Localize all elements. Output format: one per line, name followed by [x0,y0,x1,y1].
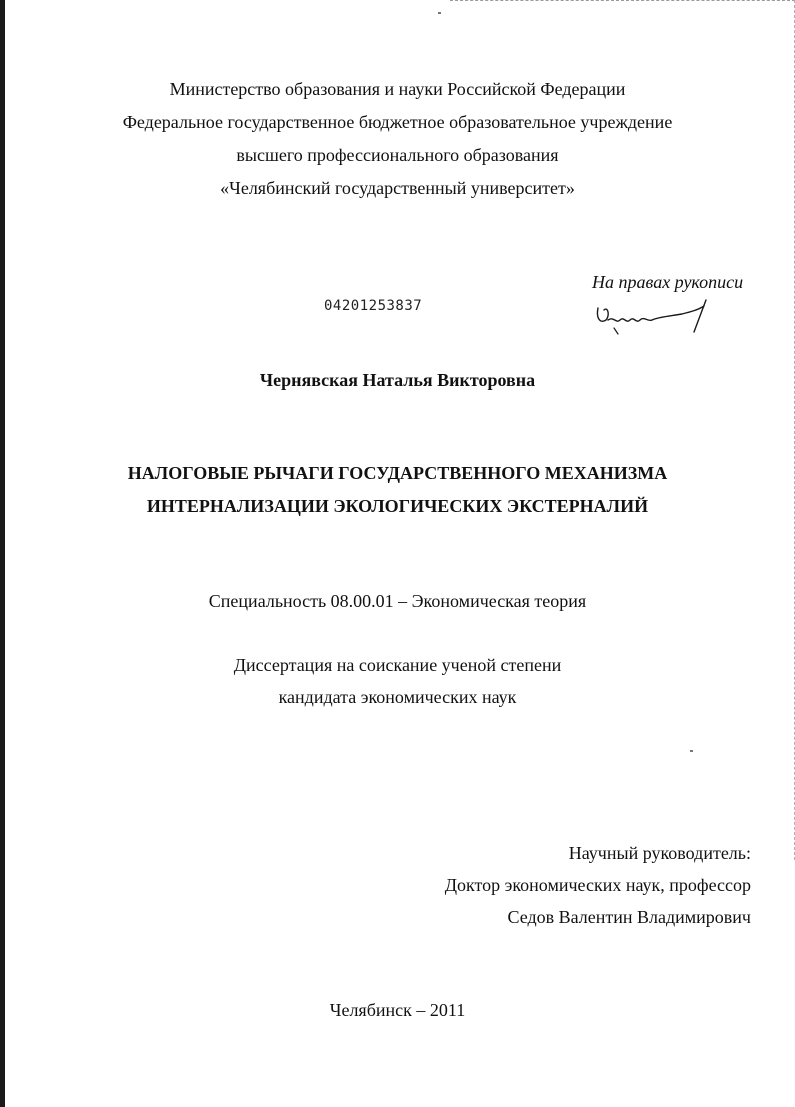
institution-type-line: Федеральное государственное бюджетное образовательное учреждение [122,112,673,132]
handwritten-signature [590,290,730,340]
specialty-line: Специальность 08.00.01 – Экономическая теория [208,591,587,611]
education-level-line: высшего профессионального образования [236,145,559,165]
city-year: Челябинск – 2011 [329,1000,466,1020]
scan-dot [690,750,693,752]
degree-line-2: кандидата экономических наук [278,687,517,707]
scan-left-edge [0,0,5,1107]
degree-line-1: Диссертация на соискание ученой степени [233,655,562,675]
author-name: Чернявская Наталья Викторовна [259,370,536,390]
supervisor-position: Доктор экономических наук, профессор [444,875,751,895]
manuscript-note: На правах рукописи [592,272,744,292]
supervisor-label: Научный руководитель: [568,843,751,863]
supervisor-name: Седов Валентин Владимирович [507,907,751,927]
ministry-line: Министерство образования и науки Российской Федерации [169,79,626,99]
title-line-1: НАЛОГОВЫЕ РЫЧАГИ ГОСУДАРСТВЕННОГО МЕХАНИЗМА [127,463,668,483]
university-line: «Челябинский государственный университет» [220,178,575,198]
scan-top-line [450,0,795,2]
title-line-2: ИНТЕРНАЛИЗАЦИИ ЭКОЛОГИЧЕСКИХ ЭКСТЕРНАЛИЙ [146,496,649,516]
scan-dot [438,12,441,14]
registration-number: 04201253837 [324,298,423,314]
